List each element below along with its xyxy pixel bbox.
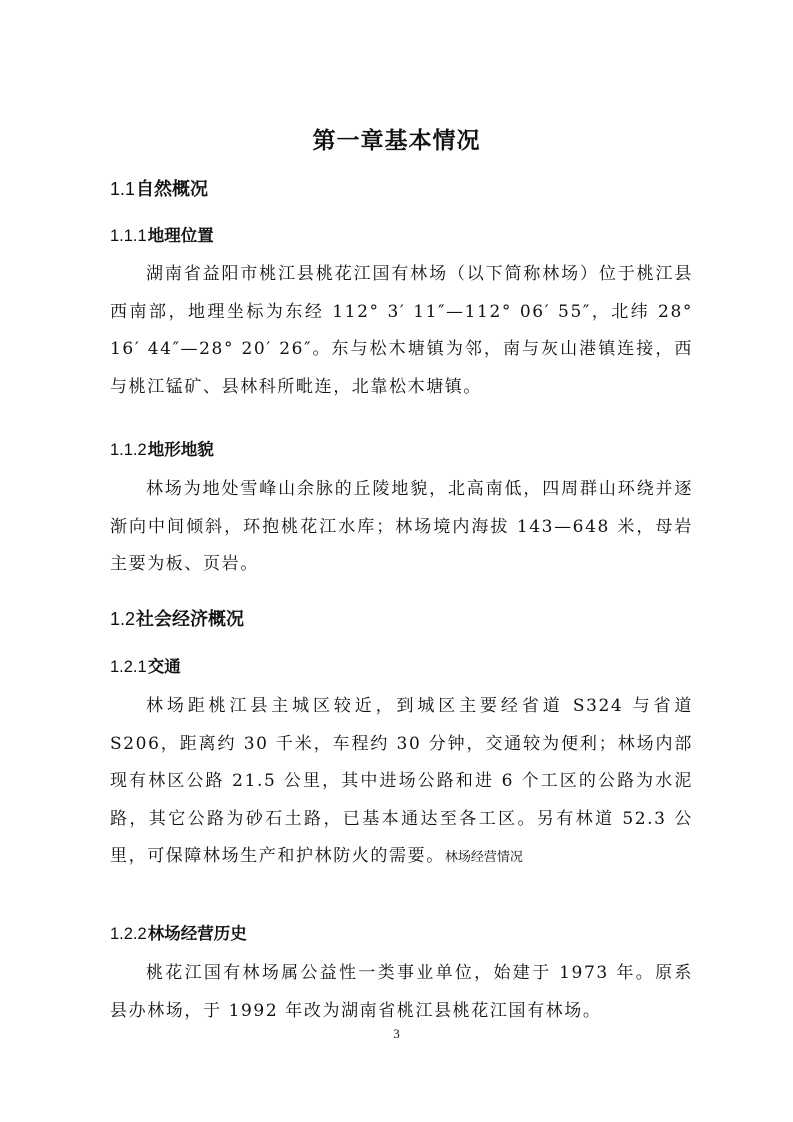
section-title: 地形地貌 bbox=[147, 440, 214, 459]
paragraph-text: 林场距桃江县主城区较近，到城区主要经省道 S324 与省道 S206，距离约 30 千米，车程约 30 分钟，交通较为便利；林场内部现有林区公路 21.5 公里，其中进场公路和进 6 个工区的公路为水泥路，其它公路为砂石土路，已基本通达至各工区。另有林道 52.3 公里，可保障林场生产和护林防火的需要。 bbox=[110, 696, 693, 866]
section-number: 1.2 bbox=[110, 609, 136, 629]
inline-note: 林场经营情况 bbox=[444, 850, 523, 865]
section-title: 自然概况 bbox=[136, 179, 209, 200]
section-title: 交通 bbox=[147, 657, 181, 676]
section-heading-1-2-1 bbox=[110, 653, 181, 677]
section-heading-1-2-2 bbox=[110, 920, 247, 944]
section-heading-1-2 bbox=[110, 605, 244, 631]
section-heading-1-1 bbox=[110, 175, 208, 201]
page-number: 3 bbox=[393, 1026, 400, 1041]
section-heading-1-1-1 bbox=[110, 222, 214, 246]
section-title: 社会经济概况 bbox=[136, 609, 245, 630]
section-title: 林场经营历史 bbox=[147, 924, 247, 943]
paragraph-transport bbox=[110, 688, 693, 877]
section-heading-1-1-2 bbox=[110, 436, 214, 460]
section-number: 1.1.2 bbox=[110, 441, 147, 459]
section-number: 1.1 bbox=[110, 179, 136, 199]
paragraph-history: 桃花江国有林场属公益性一类事业单位，始建于 1973 年。原系县办林场，于 1992 年改为湖南省桃江县桃花江国有林场。 bbox=[110, 963, 693, 1021]
section-number: 1.2.1 bbox=[110, 658, 147, 676]
section-number: 1.2.2 bbox=[110, 925, 147, 943]
paragraph-geography: 湖南省益阳市桃江县桃花江国有林场（以下简称林场）位于桃江县西南部，地理坐标为东经 112° 3′ 11″—112° 06′ 55″，北纬 28° 16′ 44″—28° 20′ 26″。东与松木塘镇为邻，南与灰山港镇连接，西与桃江锰矿、县林科所毗连，北靠松木塘镇。 bbox=[110, 264, 693, 397]
section-number: 1.1.1 bbox=[110, 227, 147, 245]
section-title: 地理位置 bbox=[147, 226, 214, 245]
paragraph-terrain: 林场为地处雪峰山余脉的丘陵地貌，北高南低，四周群山环绕并逐渐向中间倾斜，环抱桃花江水库；林场境内海拔 143—648 米，母岩主要为板、页岩。 bbox=[110, 479, 693, 574]
chapter-title: 第一章基本情况 bbox=[312, 128, 481, 154]
